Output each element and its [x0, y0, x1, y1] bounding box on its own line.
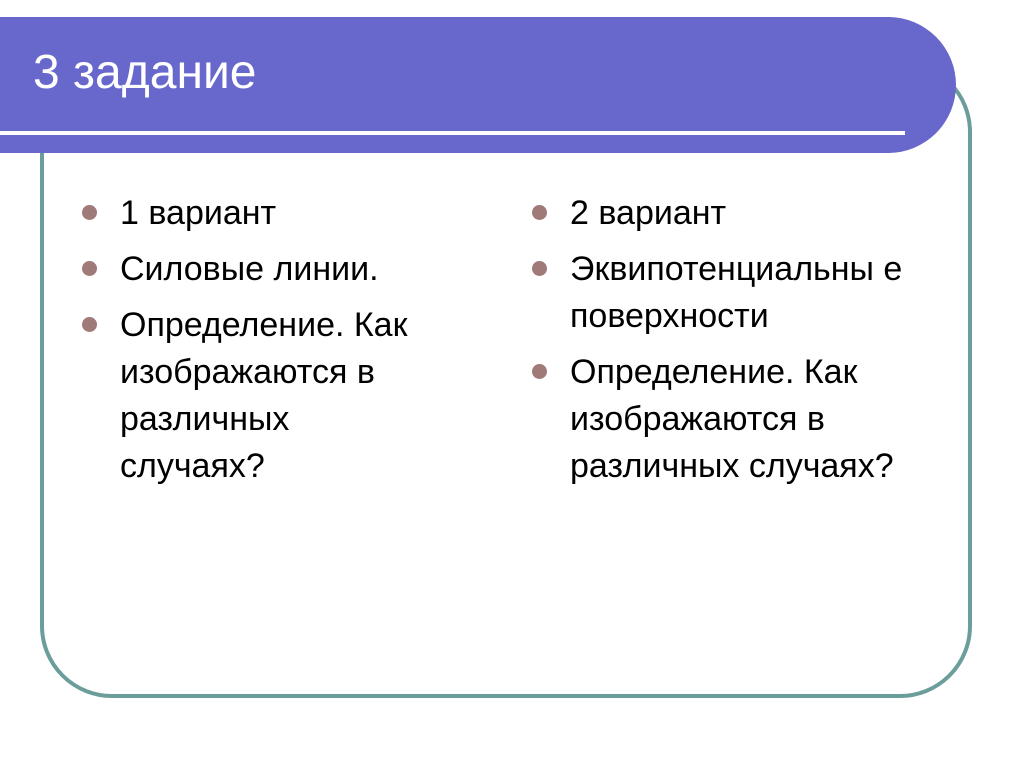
left-column: [80, 190, 440, 499]
bullet-text: Эквипотенциальны е поверхности: [570, 250, 903, 335]
title-underline: [0, 131, 905, 135]
list-item: [80, 302, 440, 490]
bullet-dot-icon: [532, 205, 547, 220]
right-bullet-list: [530, 190, 930, 490]
bullet-dot-icon: [532, 364, 547, 379]
left-bullet-list: [80, 190, 440, 490]
right-column: [530, 190, 930, 499]
bullet-text: 2 вариант: [570, 194, 727, 232]
bullet-dot-icon: [82, 317, 97, 332]
slide-title: 3 задание: [33, 46, 257, 99]
bullet-text: Силовые линии.: [120, 250, 379, 288]
bullet-dot-icon: [82, 261, 97, 276]
list-item: [530, 190, 930, 237]
bullet-dot-icon: [532, 261, 547, 276]
bullet-text: 1 вариант: [120, 194, 277, 232]
bullet-text: Определение. Как изображаются в различных случаях?: [570, 353, 894, 485]
list-item: [530, 349, 930, 490]
list-item: [80, 190, 440, 237]
list-item: [530, 246, 930, 340]
bullet-dot-icon: [82, 205, 97, 220]
list-item: [80, 246, 440, 293]
bullet-text: Определение. Как изображаются в различных случаях?: [120, 306, 408, 485]
